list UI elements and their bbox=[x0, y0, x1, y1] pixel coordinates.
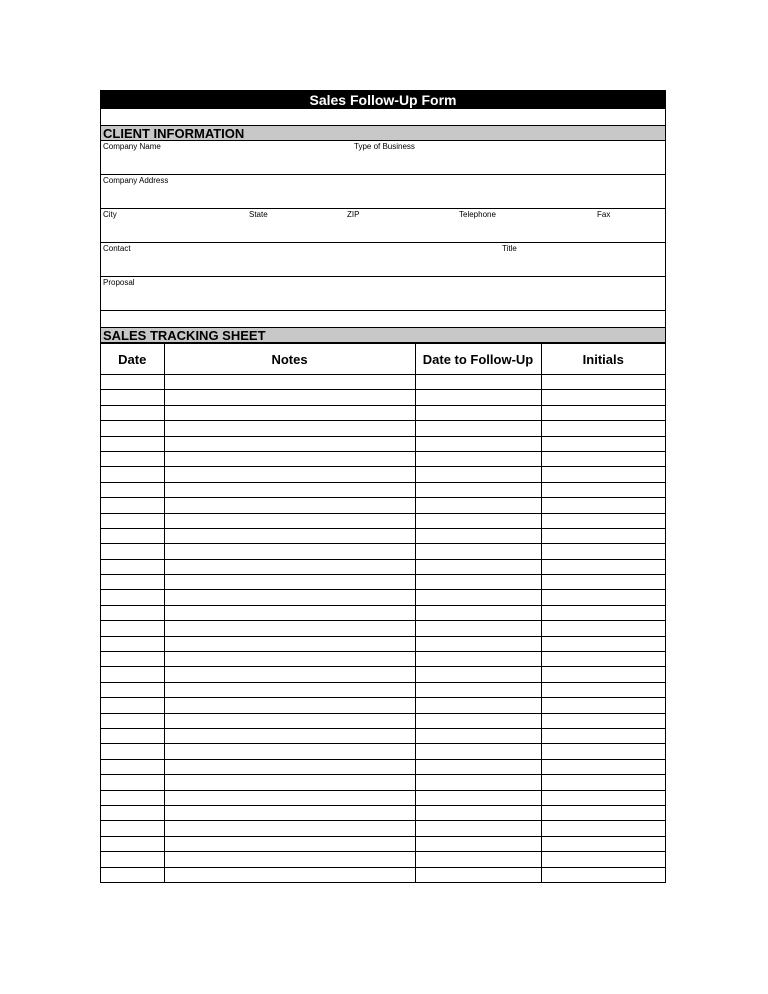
notes-cell[interactable] bbox=[164, 636, 415, 651]
date-cell[interactable] bbox=[101, 482, 164, 497]
table-row bbox=[101, 790, 665, 805]
initials-cell[interactable] bbox=[541, 390, 665, 405]
initials-cell[interactable] bbox=[541, 590, 665, 605]
date-cell[interactable] bbox=[101, 528, 164, 543]
table-row bbox=[101, 482, 665, 497]
follow-up-date-cell[interactable] bbox=[415, 867, 541, 882]
date-cell[interactable] bbox=[101, 667, 164, 682]
initials-cell[interactable] bbox=[541, 559, 665, 574]
follow-up-date-cell[interactable] bbox=[415, 636, 541, 651]
follow-up-date-cell[interactable] bbox=[415, 698, 541, 713]
table-row bbox=[101, 744, 665, 759]
type-of-business-label: Type of Business bbox=[354, 142, 415, 151]
table-row bbox=[101, 775, 665, 790]
contact-row bbox=[100, 243, 666, 277]
date-cell[interactable] bbox=[101, 375, 164, 390]
date-cell[interactable] bbox=[101, 790, 164, 805]
notes-cell[interactable] bbox=[164, 405, 415, 420]
date-cell[interactable] bbox=[101, 575, 164, 590]
initials-cell[interactable] bbox=[541, 605, 665, 620]
form-title: Sales Follow-Up Form bbox=[100, 90, 666, 109]
table-row bbox=[101, 728, 665, 743]
initials-cell[interactable] bbox=[541, 482, 665, 497]
city-label: City bbox=[103, 210, 117, 219]
initials-cell[interactable] bbox=[541, 728, 665, 743]
company-address-row bbox=[100, 175, 666, 209]
notes-cell[interactable] bbox=[164, 775, 415, 790]
follow-up-date-cell[interactable] bbox=[415, 759, 541, 774]
follow-up-date-cell[interactable] bbox=[415, 390, 541, 405]
date-cell[interactable] bbox=[101, 559, 164, 574]
notes-cell[interactable] bbox=[164, 482, 415, 497]
notes-cell[interactable] bbox=[164, 805, 415, 820]
table-row bbox=[101, 513, 665, 528]
follow-up-date-cell[interactable] bbox=[415, 405, 541, 420]
initials-cell[interactable] bbox=[541, 544, 665, 559]
notes-cell[interactable] bbox=[164, 528, 415, 543]
date-cell[interactable] bbox=[101, 513, 164, 528]
initials-cell[interactable] bbox=[541, 621, 665, 636]
initials-cell[interactable] bbox=[541, 682, 665, 697]
table-row bbox=[101, 498, 665, 513]
client-information-heading: CLIENT INFORMATION bbox=[100, 125, 666, 141]
table-row bbox=[101, 544, 665, 559]
notes-cell[interactable] bbox=[164, 713, 415, 728]
table-row bbox=[101, 867, 665, 882]
follow-up-date-cell[interactable] bbox=[415, 728, 541, 743]
table-row bbox=[101, 421, 665, 436]
follow-up-date-cell[interactable] bbox=[415, 421, 541, 436]
date-cell[interactable] bbox=[101, 759, 164, 774]
table-row bbox=[101, 682, 665, 697]
table-row bbox=[101, 698, 665, 713]
initials-cell[interactable] bbox=[541, 744, 665, 759]
notes-cell[interactable] bbox=[164, 390, 415, 405]
date-cell[interactable] bbox=[101, 590, 164, 605]
notes-cell[interactable] bbox=[164, 667, 415, 682]
telephone-label: Telephone bbox=[459, 210, 496, 219]
notes-cell[interactable] bbox=[164, 759, 415, 774]
section-spacer bbox=[100, 311, 666, 327]
date-cell[interactable] bbox=[101, 605, 164, 620]
date-cell[interactable] bbox=[101, 652, 164, 667]
date-cell[interactable] bbox=[101, 621, 164, 636]
notes-cell[interactable] bbox=[164, 467, 415, 482]
follow-up-date-cell[interactable] bbox=[415, 375, 541, 390]
date-cell[interactable] bbox=[101, 390, 164, 405]
follow-up-date-cell[interactable] bbox=[415, 621, 541, 636]
title-label: Title bbox=[502, 244, 517, 253]
follow-up-date-cell[interactable] bbox=[415, 559, 541, 574]
notes-cell[interactable] bbox=[164, 621, 415, 636]
table-row bbox=[101, 667, 665, 682]
table-row bbox=[101, 652, 665, 667]
notes-cell[interactable] bbox=[164, 790, 415, 805]
table-row bbox=[101, 605, 665, 620]
notes-cell[interactable] bbox=[164, 605, 415, 620]
date-cell[interactable] bbox=[101, 744, 164, 759]
sales-tracking-heading: SALES TRACKING SHEET bbox=[100, 327, 666, 343]
table-row bbox=[101, 805, 665, 820]
follow-up-date-cell[interactable] bbox=[415, 436, 541, 451]
follow-up-date-cell[interactable] bbox=[415, 667, 541, 682]
notes-cell[interactable] bbox=[164, 451, 415, 466]
notes-cell[interactable] bbox=[164, 836, 415, 851]
follow-up-date-cell[interactable] bbox=[415, 805, 541, 820]
contact-label: Contact bbox=[103, 244, 131, 253]
tracking-rows bbox=[101, 375, 665, 882]
date-cell[interactable] bbox=[101, 467, 164, 482]
initials-cell[interactable] bbox=[541, 805, 665, 820]
notes-cell[interactable] bbox=[164, 575, 415, 590]
notes-cell[interactable] bbox=[164, 436, 415, 451]
follow-up-date-cell[interactable] bbox=[415, 451, 541, 466]
company-name-row bbox=[100, 141, 666, 175]
date-cell[interactable] bbox=[101, 421, 164, 436]
follow-up-date-cell[interactable] bbox=[415, 513, 541, 528]
follow-up-date-cell[interactable] bbox=[415, 544, 541, 559]
initials-cell[interactable] bbox=[541, 575, 665, 590]
table-row bbox=[101, 759, 665, 774]
follow-up-date-cell[interactable] bbox=[415, 482, 541, 497]
follow-up-date-cell[interactable] bbox=[415, 713, 541, 728]
table-row bbox=[101, 636, 665, 651]
follow-up-date-cell[interactable] bbox=[415, 498, 541, 513]
notes-cell[interactable] bbox=[164, 421, 415, 436]
initials-cell[interactable] bbox=[541, 652, 665, 667]
date-cell[interactable] bbox=[101, 805, 164, 820]
zip-label: ZIP bbox=[347, 210, 360, 219]
table-row bbox=[101, 621, 665, 636]
notes-cell[interactable] bbox=[164, 375, 415, 390]
initials-cell[interactable] bbox=[541, 759, 665, 774]
follow-up-date-cell[interactable] bbox=[415, 744, 541, 759]
table-row bbox=[101, 821, 665, 836]
follow-up-date-cell[interactable] bbox=[415, 652, 541, 667]
table-row bbox=[101, 590, 665, 605]
table-row bbox=[101, 713, 665, 728]
table-row bbox=[101, 575, 665, 590]
follow-up-date-cell[interactable] bbox=[415, 821, 541, 836]
sales-tracking-table bbox=[101, 344, 665, 882]
notes-cell[interactable] bbox=[164, 852, 415, 867]
notes-cell[interactable] bbox=[164, 590, 415, 605]
fax-label: Fax bbox=[597, 210, 611, 219]
company-address-label: Company Address bbox=[103, 176, 169, 185]
follow-up-date-column-header: Date to Follow-Up bbox=[415, 344, 541, 375]
initials-cell[interactable] bbox=[541, 713, 665, 728]
date-cell[interactable] bbox=[101, 451, 164, 466]
city-row bbox=[100, 209, 666, 243]
company-name-label: Company Name bbox=[103, 142, 161, 151]
table-row bbox=[101, 836, 665, 851]
notes-cell[interactable] bbox=[164, 498, 415, 513]
date-cell[interactable] bbox=[101, 636, 164, 651]
initials-cell[interactable] bbox=[541, 775, 665, 790]
follow-up-date-cell[interactable] bbox=[415, 605, 541, 620]
table-row bbox=[101, 375, 665, 390]
initials-cell[interactable] bbox=[541, 698, 665, 713]
date-cell[interactable] bbox=[101, 544, 164, 559]
date-cell[interactable] bbox=[101, 728, 164, 743]
initials-cell[interactable] bbox=[541, 852, 665, 867]
date-cell[interactable] bbox=[101, 836, 164, 851]
follow-up-date-cell[interactable] bbox=[415, 775, 541, 790]
initials-cell[interactable] bbox=[541, 421, 665, 436]
notes-cell[interactable] bbox=[164, 559, 415, 574]
date-cell[interactable] bbox=[101, 698, 164, 713]
initials-column-header: Initials bbox=[541, 344, 665, 375]
proposal-label: Proposal bbox=[103, 278, 135, 287]
initials-cell[interactable] bbox=[541, 836, 665, 851]
proposal-row bbox=[100, 277, 666, 311]
initials-cell[interactable] bbox=[541, 405, 665, 420]
follow-up-date-cell[interactable] bbox=[415, 790, 541, 805]
table-row bbox=[101, 405, 665, 420]
date-cell[interactable] bbox=[101, 821, 164, 836]
table-row bbox=[101, 559, 665, 574]
initials-cell[interactable] bbox=[541, 667, 665, 682]
initials-cell[interactable] bbox=[541, 790, 665, 805]
follow-up-date-cell[interactable] bbox=[415, 836, 541, 851]
initials-cell[interactable] bbox=[541, 513, 665, 528]
date-cell[interactable] bbox=[101, 867, 164, 882]
date-column-header: Date bbox=[101, 344, 164, 375]
follow-up-date-cell[interactable] bbox=[415, 852, 541, 867]
date-cell[interactable] bbox=[101, 775, 164, 790]
notes-cell[interactable] bbox=[164, 513, 415, 528]
notes-cell[interactable] bbox=[164, 698, 415, 713]
notes-cell[interactable] bbox=[164, 544, 415, 559]
initials-cell[interactable] bbox=[541, 528, 665, 543]
date-cell[interactable] bbox=[101, 713, 164, 728]
date-cell[interactable] bbox=[101, 852, 164, 867]
follow-up-date-cell[interactable] bbox=[415, 682, 541, 697]
notes-cell[interactable] bbox=[164, 821, 415, 836]
table-row bbox=[101, 390, 665, 405]
table-row bbox=[101, 467, 665, 482]
initials-cell[interactable] bbox=[541, 436, 665, 451]
notes-cell[interactable] bbox=[164, 728, 415, 743]
follow-up-date-cell[interactable] bbox=[415, 590, 541, 605]
date-cell[interactable] bbox=[101, 436, 164, 451]
notes-cell[interactable] bbox=[164, 682, 415, 697]
follow-up-date-cell[interactable] bbox=[415, 528, 541, 543]
follow-up-date-cell[interactable] bbox=[415, 467, 541, 482]
table-row bbox=[101, 451, 665, 466]
notes-cell[interactable] bbox=[164, 744, 415, 759]
initials-cell[interactable] bbox=[541, 867, 665, 882]
sales-tracking-table-wrapper bbox=[100, 343, 666, 883]
date-cell[interactable] bbox=[101, 682, 164, 697]
initials-cell[interactable] bbox=[541, 821, 665, 836]
initials-cell[interactable] bbox=[541, 451, 665, 466]
table-row bbox=[101, 852, 665, 867]
date-cell[interactable] bbox=[101, 498, 164, 513]
table-row bbox=[101, 436, 665, 451]
initials-cell[interactable] bbox=[541, 467, 665, 482]
follow-up-date-cell[interactable] bbox=[415, 575, 541, 590]
initials-cell[interactable] bbox=[541, 498, 665, 513]
notes-cell[interactable] bbox=[164, 652, 415, 667]
initials-cell[interactable] bbox=[541, 636, 665, 651]
tracking-header-row bbox=[101, 344, 665, 375]
initials-cell[interactable] bbox=[541, 375, 665, 390]
table-row bbox=[101, 528, 665, 543]
notes-cell[interactable] bbox=[164, 867, 415, 882]
title-spacer bbox=[100, 109, 666, 125]
state-label: State bbox=[249, 210, 268, 219]
notes-column-header: Notes bbox=[164, 344, 415, 375]
date-cell[interactable] bbox=[101, 405, 164, 420]
